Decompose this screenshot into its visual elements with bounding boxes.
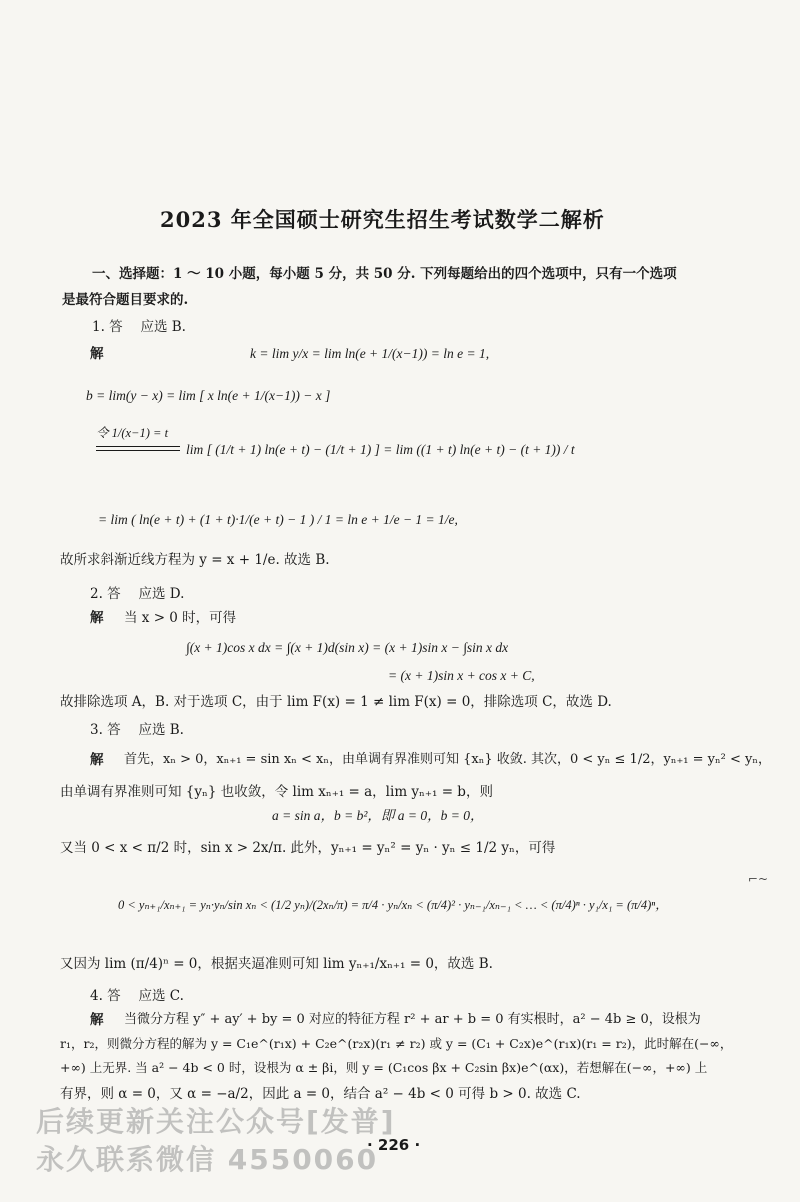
q4-answer: 4. 答 应选 C. [90, 988, 184, 1004]
q2-condition: 当 x > 0 时，可得 [124, 610, 237, 626]
q3-line2: 由单调有界准则可知 {yₙ} 也收敛，令 lim xₙ₊₁ = a，lim yₙ₊₁ = b，则 [60, 784, 493, 800]
watermark-line1: 后续更新关注公众号[发普] [36, 1105, 396, 1138]
q1-substitution-rule-2 [96, 450, 180, 451]
q1-substitution-equation: lim [ (1/t + 1) ln(e + t) − (1/t + 1) ] = lim ((1 + t) ln(e + t) − (t + 1)) / t [186, 442, 575, 457]
q4-line2: r₁，r₂，则微分方程的解为 y = C₁e^(r₁x) + C₂e^(r₂x)(r₁ ≠ r₂) 或 y = (C₁ + C₂x)e^(r₁x)(r₁ = r₂)，此时解在(−∞， [60, 1036, 733, 1051]
q1-answer: 1. 答 应选 B. [92, 319, 186, 335]
q1-k-equation: k = lim y/x = lim ln(e + 1/(x−1)) = ln e = 1, [250, 346, 490, 361]
q1-substitution-label: 令 1/(x−1) = t [96, 426, 169, 440]
q1-final-equation: = lim ( ln(e + t) + (1 + t)·1/(e + t) − 1 ) / 1 = ln e + 1/e − 1 = 1/e, [98, 512, 458, 527]
q2-integral-line1: ∫(x + 1)cos x dx = ∫(x + 1)d(sin x) = (x + 1)sin x − ∫sin x dx [186, 640, 509, 655]
q4-jie: 解 [90, 1012, 104, 1028]
section-header-line1: 一、选择题：1 ～ 10 小题，每小题 5 分，共 50 分. 下列每题给出的四个选项中，只有一个选项 [92, 266, 677, 282]
q1-substitution-rule [96, 446, 180, 447]
q3-conclusion: 又因为 lim (π/4)ⁿ = 0，根据夹逼准则可知 lim yₙ₊₁/xₙ₊₁ = 0，故选 B. [60, 956, 493, 972]
q1-jie: 解 [90, 346, 104, 362]
q3-answer: 3. 答 应选 B. [90, 722, 184, 738]
q2-conclusion: 故排除选项 A，B. 对于选项 C，由于 lim F(x) = 1 ≠ lim F(x) = 0，排除选项 C，故选 D. [60, 694, 612, 710]
q4-line3: +∞) 上无界. 当 a² − 4b < 0 时，设根为 α ± βi，则 y = (C₁cos βx + C₂sin βx)e^(αx)，若想解在(−∞，+∞) 上 [60, 1060, 708, 1075]
q3-inequality-chain: 0 < yₙ₊₁/xₙ₊₁ = yₙ·yₙ/sin xₙ < (1/2 yₙ)/(2xₙ/π) = π/4 · yₙ/xₙ < (π/4)² · yₙ₋₁/xₙ₋₁ < … < (π/4)ⁿ · y₁/x₁ = (π/4)ⁿ， [118, 898, 668, 912]
q3-line1: 首先，xₙ > 0，xₙ₊₁ = sin xₙ < xₙ，由单调有界准则可知 {xₙ} 收敛. 其次，0 < yₙ ≤ 1/2，yₙ₊₁ = yₙ² < yₙ， [124, 752, 771, 767]
q2-answer: 2. 答 应选 D. [90, 586, 185, 602]
section-header-line2: 是最符合题目要求的. [62, 292, 189, 308]
watermark-line2: 永久联系微信 4550060 [36, 1143, 379, 1176]
q1-b-equation: b = lim(y − x) = lim [ x ln(e + 1/(x−1)) − x ] [86, 388, 331, 403]
q4-line4: 有界，则 α = 0，又 α = −a/2，因此 a = 0，结合 a² − 4b < 0 可得 b > 0. 故选 C. [60, 1086, 581, 1102]
page-number: · 226 · [367, 1136, 421, 1154]
q3-line3: a = sin a，b = b²，即 a = 0，b = 0， [272, 808, 484, 823]
q1-conclusion: 故所求斜渐近线方程为 y = x + 1/e. 故选 B. [60, 552, 330, 568]
q4-line1: 当微分方程 y″ + ay′ + by = 0 对应的特征方程 r² + ar + b = 0 有实根时，a² − 4b ≥ 0，设根为 [124, 1012, 701, 1027]
page-title: 2023 年全国硕士研究生招生考试数学二解析 [160, 207, 605, 232]
q3-jie: 解 [90, 752, 104, 768]
q3-line4: 又当 0 < x < π/2 时，sin x > 2x/π. 此外，yₙ₊₁ = yₙ² = yₙ · yₙ ≤ 1/2 yₙ，可得 [60, 840, 556, 856]
q2-integral-line2: = (x + 1)sin x + cos x + C, [388, 668, 535, 683]
margin-mark: ⌐~ [748, 872, 769, 886]
q2-jie: 解 [90, 610, 104, 626]
